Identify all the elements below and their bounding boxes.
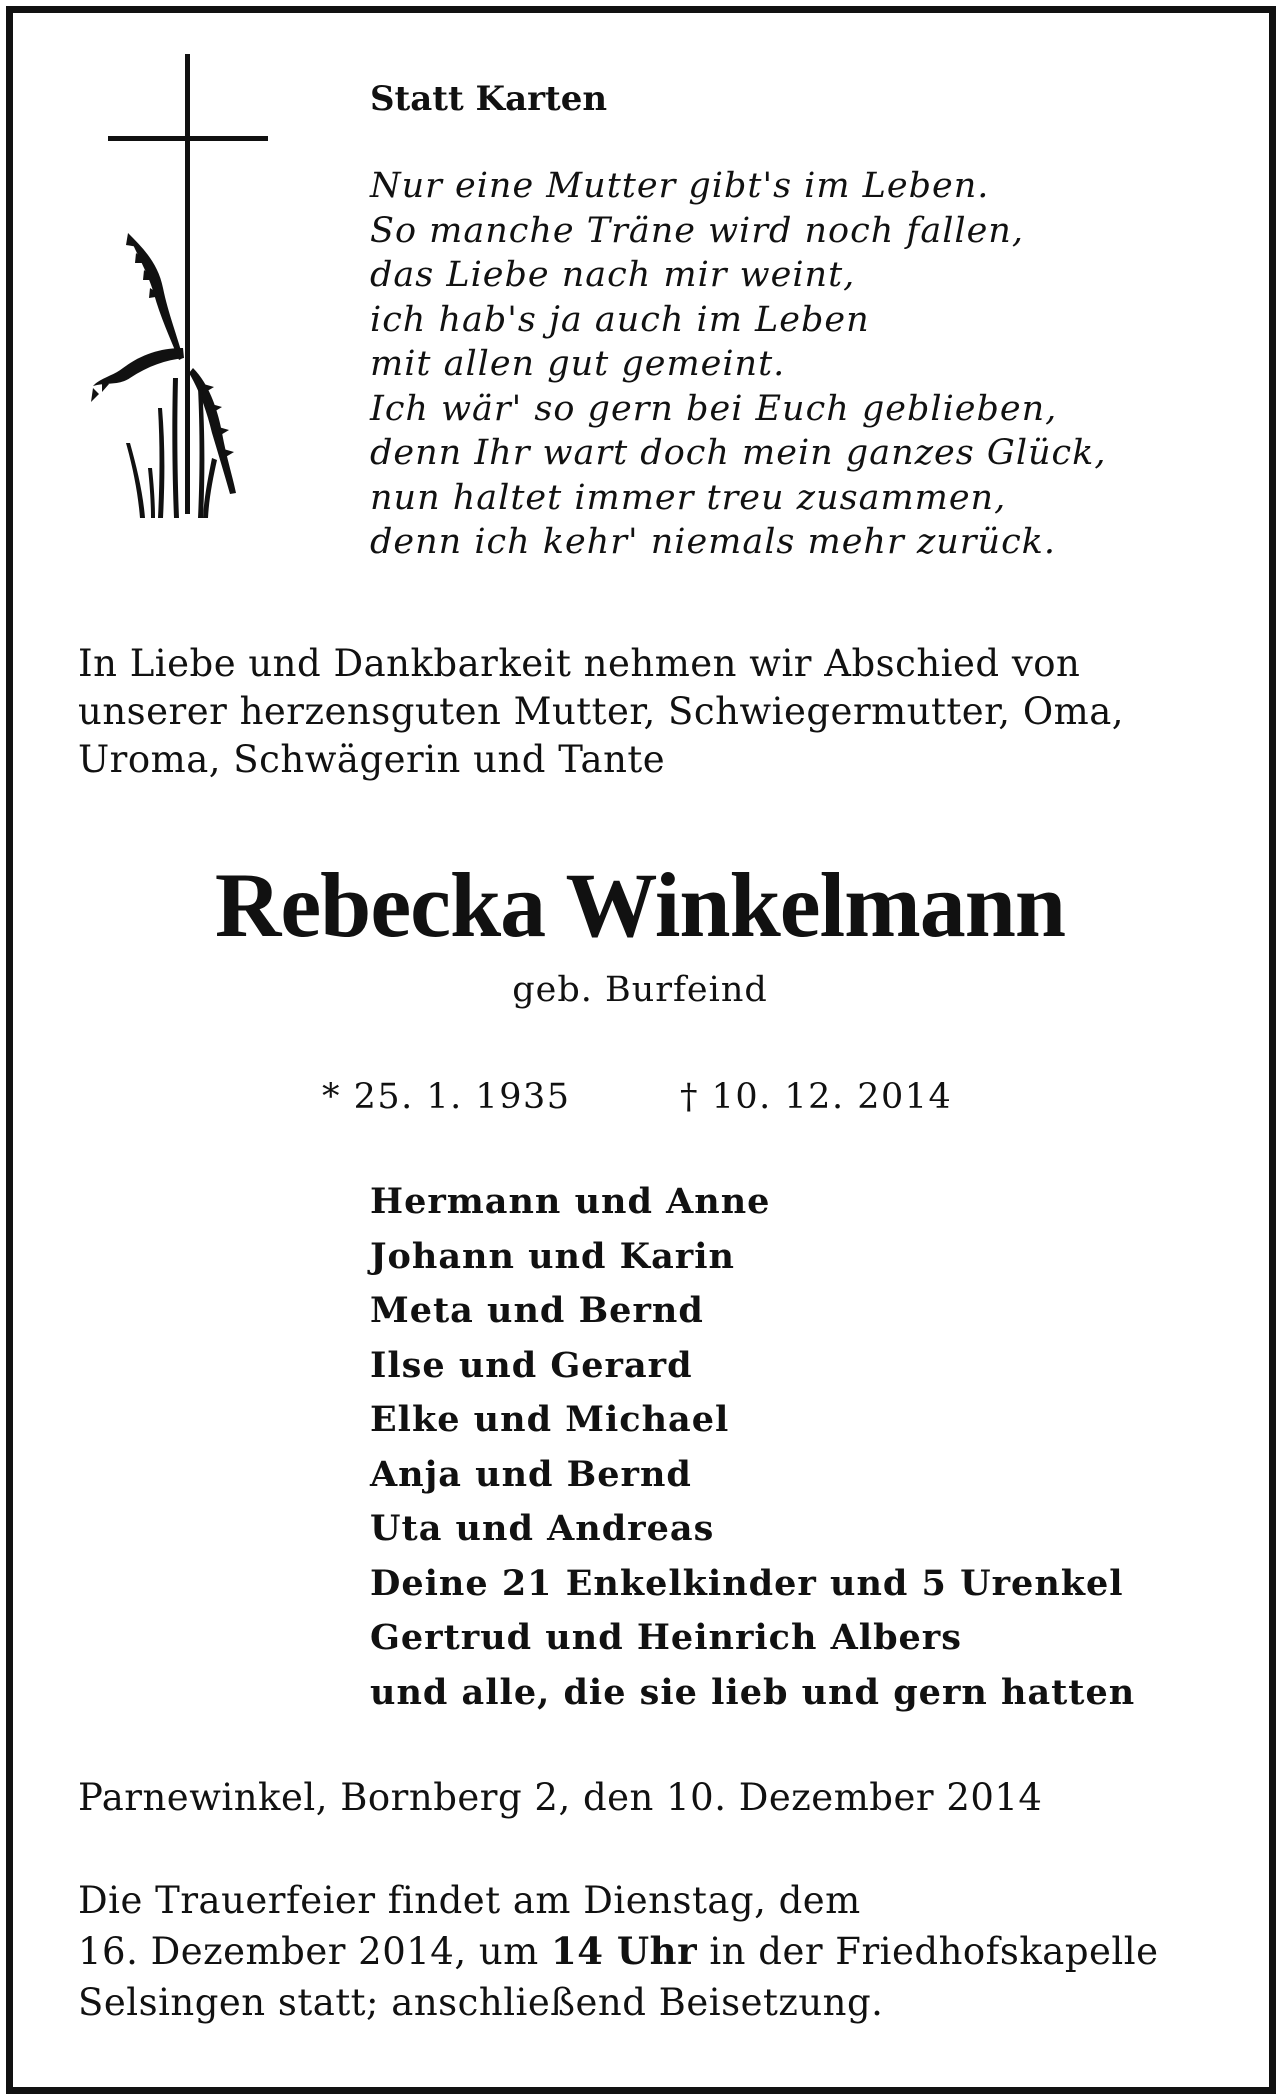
deceased-name: Rebecka Winkelmann	[214, 854, 1066, 956]
cross-with-wheat-icon	[88, 48, 288, 538]
family-member: Anja und Bernd	[370, 1453, 692, 1495]
family-member: Gertrud und Heinrich Albers	[370, 1617, 962, 1658]
family-member: Ilse und Gerard	[370, 1344, 693, 1386]
family-member: Meta und Bernd	[370, 1290, 704, 1331]
funeral-line	[78, 1926, 1228, 1977]
family-member: Uta und Andreas	[370, 1508, 715, 1549]
family-member: Elke und Michael	[370, 1399, 730, 1440]
funeral-line: Die Trauerfeier findet am Dienstag, dem	[78, 1879, 861, 1922]
family-member: Johann und Karin	[370, 1235, 735, 1277]
funeral-line: Selsingen statt; anschließend Beisetzung.	[78, 1981, 884, 2024]
family-member: Deine 21 Enkelkinder und 5 Urenkel	[370, 1562, 1124, 1604]
funeral-location-text: in der Friedhofskapelle	[697, 1930, 1159, 1973]
poem-line: das Liebe nach mir weint,	[370, 255, 856, 295]
place-date: Parnewinkel, Bornberg 2, den 10. Dezember 2014	[78, 1776, 1043, 1819]
family-list	[370, 1175, 1250, 1720]
birth-name: geb. Burfeind	[512, 970, 768, 1010]
intro-line: unserer herzensguten Mutter, Schwiegermutter, Oma,	[78, 690, 1125, 733]
poem-line: Ich wär' so gern bei Euch geblieben,	[370, 388, 1058, 429]
poem-line: Nur eine Mutter gibt's im Leben.	[370, 166, 990, 206]
family-member: Hermann und Anne	[370, 1181, 771, 1222]
family-member: und alle, die sie lieb und gern hatten	[370, 1671, 1136, 1713]
poem-line: mit allen gut gemeint.	[370, 344, 786, 384]
birth-date: * 25. 1. 1935	[322, 1077, 571, 1117]
intro-line: In Liebe und Dankbarkeit nehmen wir Abschied von	[78, 642, 1081, 685]
intro-line: Uroma, Schwägerin und Tante	[78, 738, 666, 781]
intro-text	[78, 640, 1228, 784]
poem-line: denn Ihr wart doch mein ganzes Glück,	[370, 433, 1107, 473]
poem	[370, 164, 1230, 565]
death-date: † 10. 12. 2014	[680, 1077, 953, 1117]
funeral-time: 14 Uhr	[551, 1929, 698, 1973]
statt-karten-heading: Statt Karten	[370, 79, 608, 119]
poem-line: ich hab's ja auch im Leben	[370, 299, 870, 340]
poem-line: denn ich kehr' niemals mehr zurück.	[370, 522, 1057, 562]
poem-line: So manche Träne wird noch fallen,	[370, 210, 1024, 251]
funeral-info	[78, 1875, 1228, 2028]
header-block	[370, 72, 1230, 565]
funeral-date-text: 16. Dezember 2014, um	[78, 1930, 552, 1973]
poem-line: nun haltet immer treu zusammen,	[370, 477, 1007, 518]
